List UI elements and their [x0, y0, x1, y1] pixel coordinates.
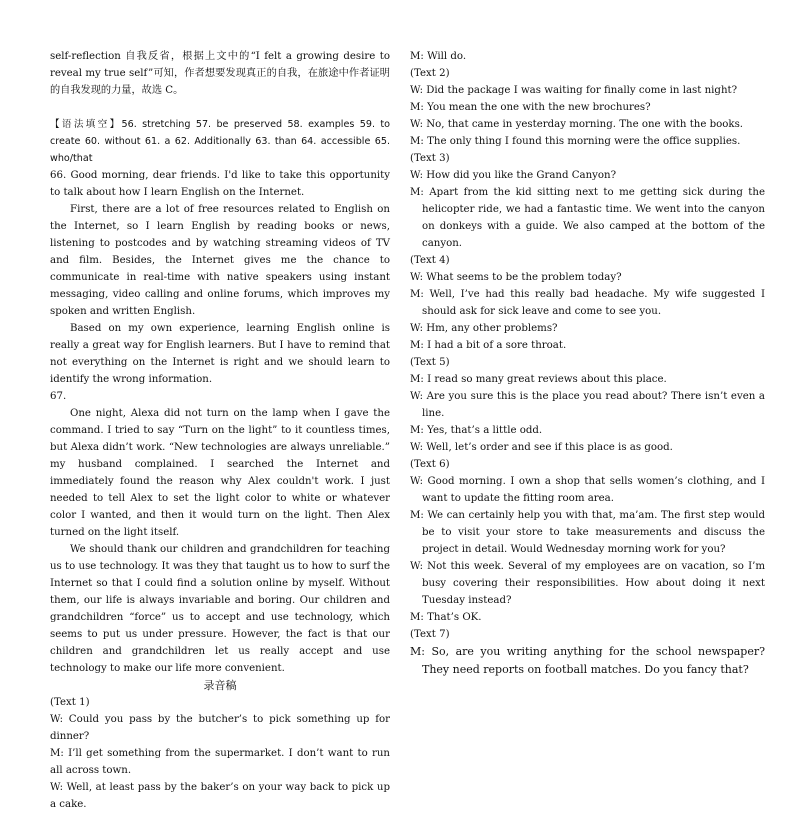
intro-explanation: self-reflection 自我反省，根据上文中的“I felt a growing desire to reveal my true self”可知，作者想要发现真正的自我，在旅途中作者证明的自我发现的力量，故选 C。 [50, 51, 390, 96]
text-label: (Text 2) [410, 68, 450, 79]
dialogue-line: M: That’s OK. [410, 612, 482, 623]
dialogue-line: W: No, that came in yesterday morning. The one with the books. [410, 119, 744, 130]
q67-paragraph-1: One night, Alexa did not turn on the lamp when I gave the command. I tried to say “Turn on the light” to it countless times, but Alexa didn’t work. “New technologies are always unreliable.” my husband complained. I searched the Internet and immediately found the reason why Alex couldn't work. I just needed to tell Alex to set the light color to white or whatever color I wanted, and then it would turn on the light. Then Alex turned on the light itself. [50, 408, 390, 538]
dialogue-line: M: Apart from the kid sitting next to me getting sick during the helicopter ride, we had a fantastic time. We went into the canyon on donkeys with a guide. We also camped at the bottom of the canyon. [410, 187, 765, 249]
dialogue-line: M: Well, I’ve had this really bad headache. My wife suggested I should ask for sick leave and come to see you. [410, 289, 765, 317]
text-label: (Text 3) [410, 153, 450, 164]
dialogue-line: W: Are you sure this is the place you read about? There isn’t even a line. [410, 391, 765, 419]
dialogue-line: M: Will do. [410, 51, 467, 62]
text-label: (Text 5) [410, 357, 450, 368]
transcript-title: 录音稿 [203, 679, 237, 692]
q67-paragraph-2: We should thank our children and grandchildren for teaching us to use technology. It was they that taught us to how to surf the Internet so that I could find a solution online by myself. Without them, our life is always invariable and boring. Our children and grandchildren “force” us to accept and use technology, which seems to put us under pressure. However, the fact is that our children and grandchildren let us really accept and use technology to make our life more convenient. [50, 544, 390, 674]
grammar-answers: 【语法填空】56. stretching 57. be preserved 58. examples 59. to create 60. without 61. a 62. Additionally 63. than 64. accessible 65. who/that [50, 119, 390, 164]
dialogue-line: W: Good morning. I own a shop that sells women’s clothing, and I want to update the fitting room area. [410, 476, 765, 504]
dialogue-line: M: I read so many great reviews about this place. [410, 374, 667, 385]
q66-paragraph-2: Based on my own experience, learning English online is really a great way for English learners. But I have to remind that not everything on the Internet is right and we should learn to identify the wrong information. [50, 323, 390, 385]
dialogue-line: W: Did the package I was waiting for finally come in last night? [410, 85, 738, 96]
dialogue-line: M: So, are you writing anything for the school newspaper? They need reports on football matches. Do you fancy that? [410, 645, 765, 676]
text-label: (Text 6) [410, 459, 450, 470]
dialogue-line: W: Could you pass by the butcher’s to pick something up for dinner? [50, 714, 390, 742]
dialogue-line: M: I had a bit of a sore throat. [410, 340, 567, 351]
dialogue-line: M: You mean the one with the new brochures? [410, 102, 651, 113]
dialogue-line: M: I’ll get something from the supermarket. I don’t want to run all across town. [50, 748, 390, 776]
dialogue-line: W: Well, let’s order and see if this place is as good. [410, 442, 673, 453]
dialogue-line: M: The only thing I found this morning were the office supplies. [410, 136, 741, 147]
dialogue-line: W: Hm, any other problems? [410, 323, 558, 334]
text-1-label: (Text 1) [50, 697, 90, 708]
dialogue-line: W: Well, at least pass by the baker’s on your way back to pick up a cake. [50, 782, 390, 810]
dialogue-line: W: Not this week. Several of my employees are on vacation, so I’m busy covering their responsibilities. How about doing it next Tuesday instead? [410, 561, 765, 606]
q67-number: 67. [50, 391, 67, 402]
text-label: (Text 4) [410, 255, 450, 266]
left-column [50, 48, 390, 813]
dialogue-line: W: What seems to be the problem today? [410, 272, 622, 283]
right-column [410, 48, 765, 679]
dialogue-line: W: How did you like the Grand Canyon? [410, 170, 617, 181]
text-label: (Text 7) [410, 629, 450, 640]
dialogue-line: M: Yes, that’s a little odd. [410, 425, 543, 436]
dialogue-line: M: We can certainly help you with that, ma’am. The first step would be to visit your store to take measurements and discuss the project in detail. Would Wednesday morning work for you? [410, 510, 765, 555]
q66-paragraph-1: First, there are a lot of free resources related to English on the Internet, so I learn English by reading books or news, listening to postcodes and by watching streaming videos of TV and film. Besides, the Internet gives me the chance to communicate in real-time with native speakers using instant messaging, video calling and online forums, which improves my spoken and written English. [50, 204, 390, 317]
q66-heading: 66. Good morning, dear friends. I'd like to take this opportunity to talk about how I learn English on the Internet. [50, 170, 390, 198]
